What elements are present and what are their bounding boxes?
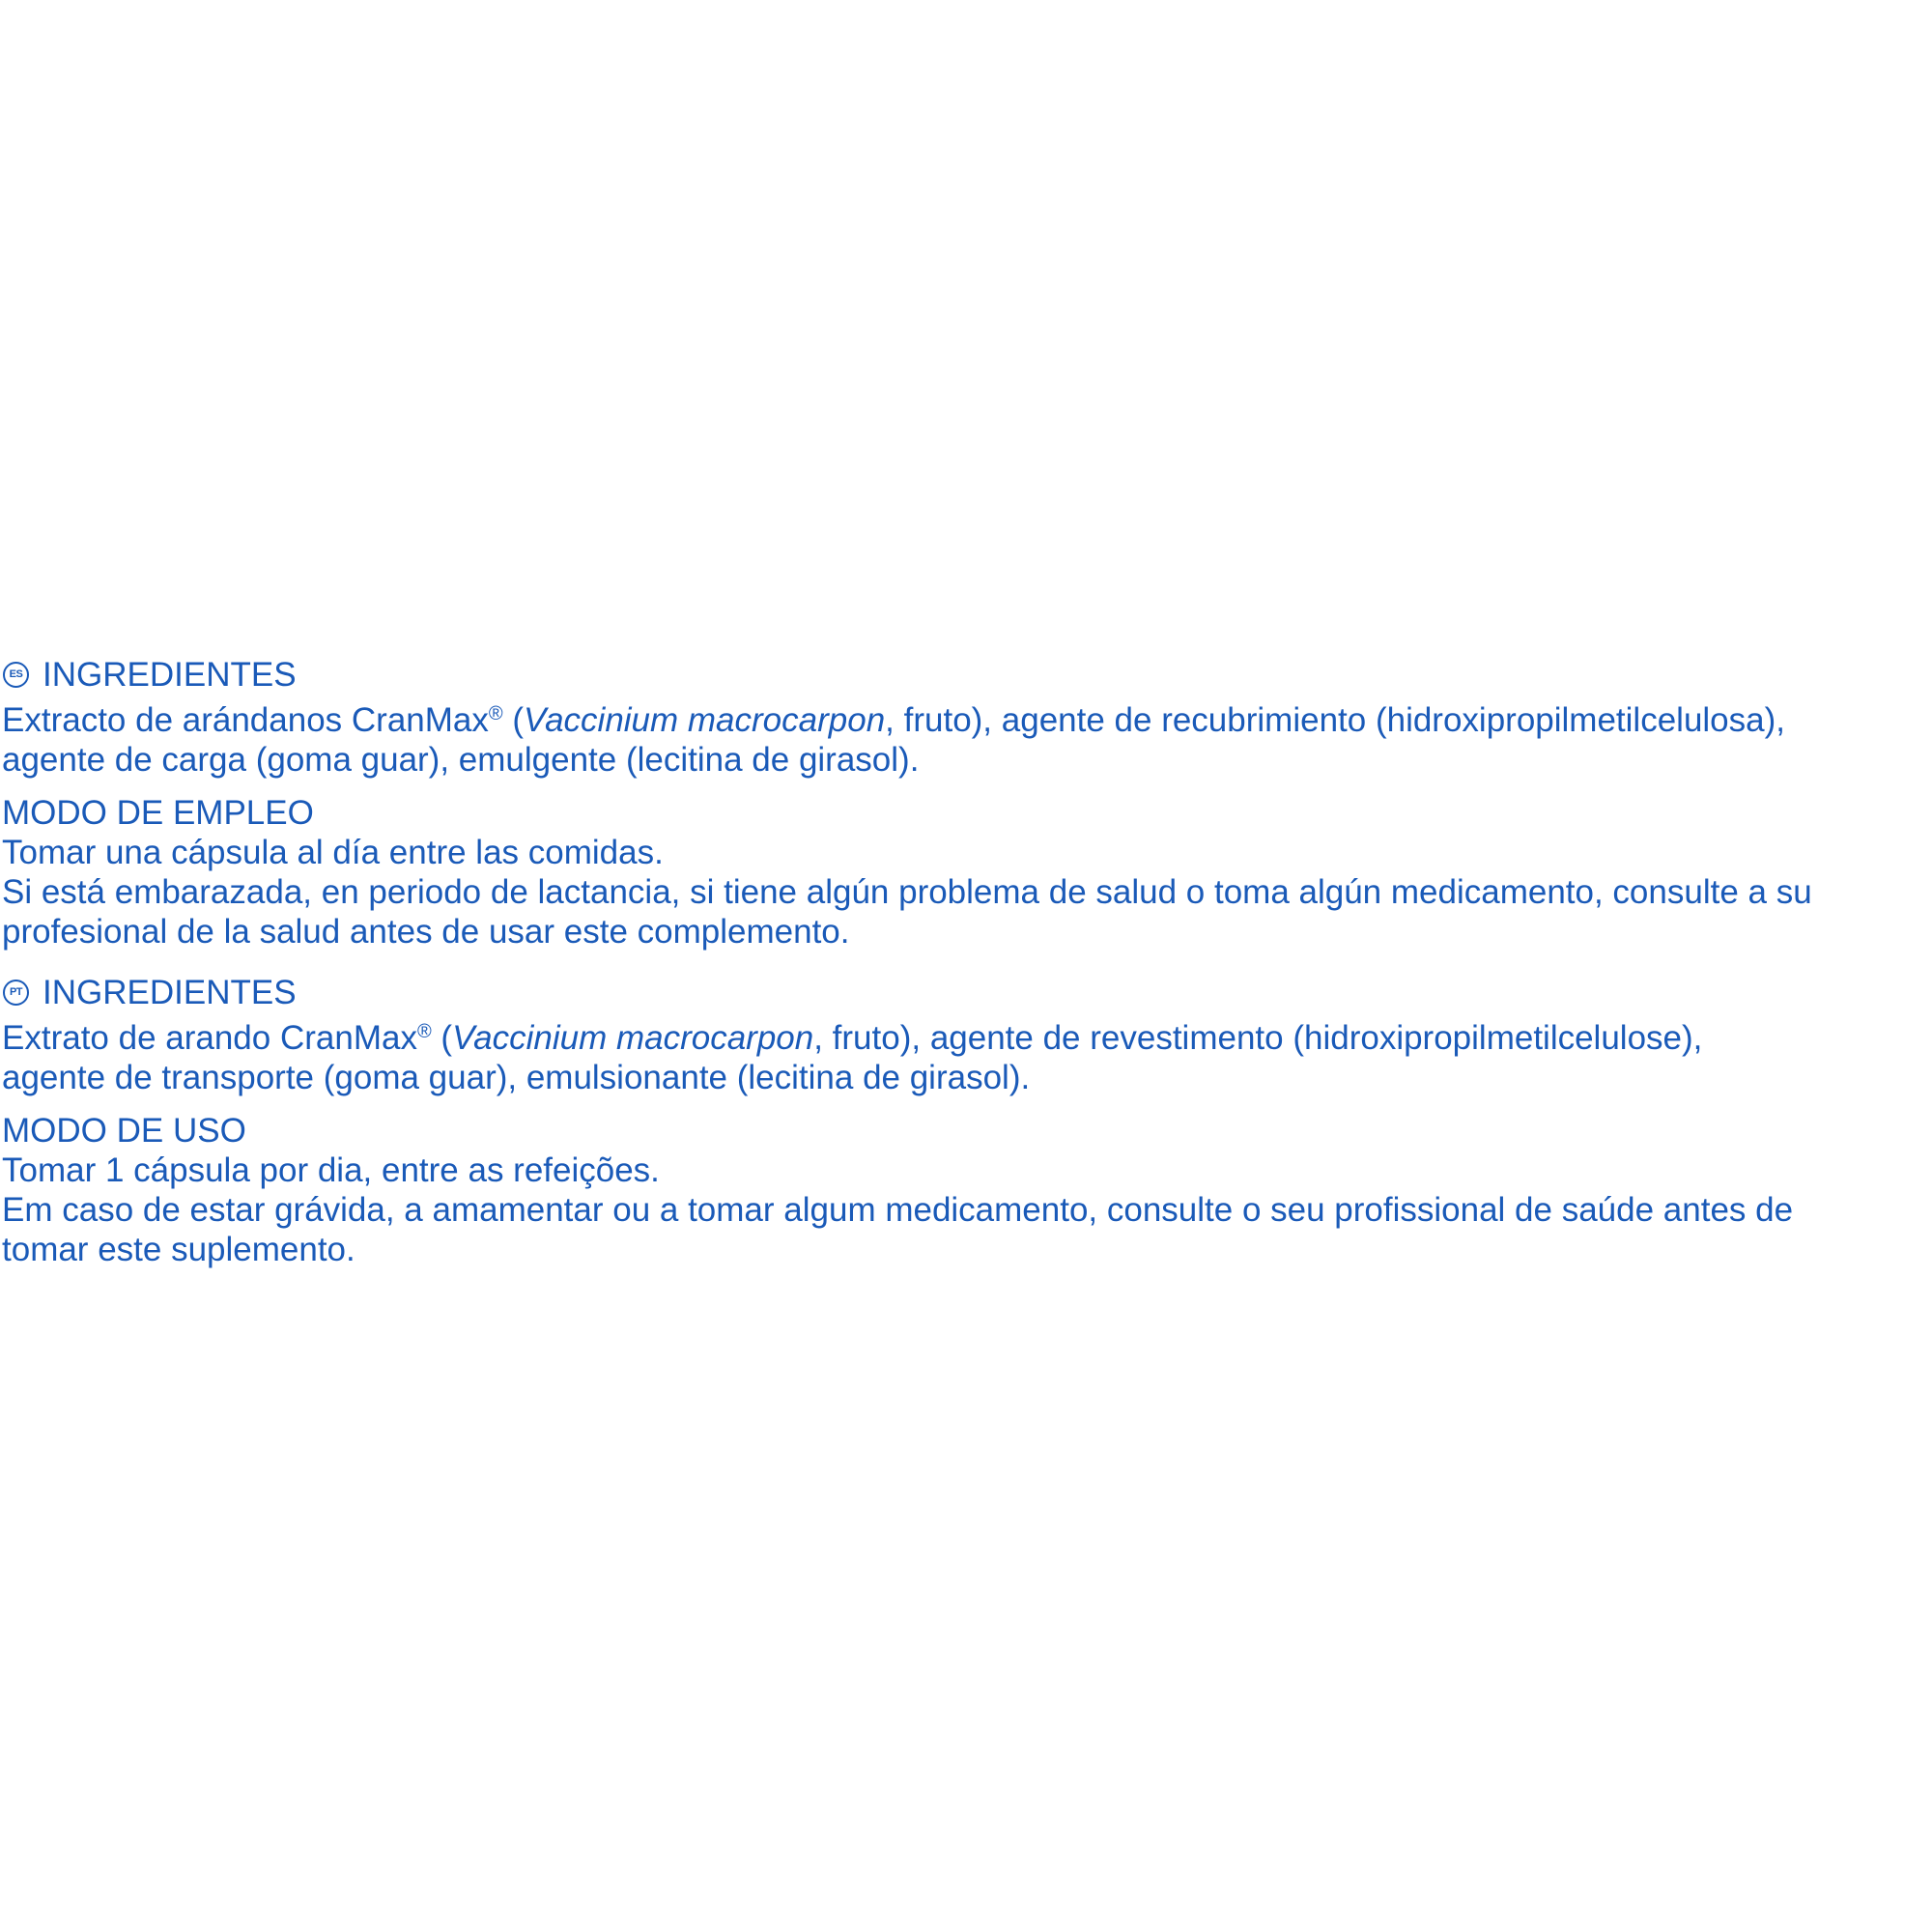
es-ingredients-heading-row [0, 655, 1930, 695]
pt-usage-line-2: Em caso de estar grávida, a amamentar ou a tomar algum medicamento, consulte o seu profissional de saúde antes de [2, 1191, 1794, 1229]
label-text-panel [0, 655, 1930, 1269]
registered-mark: ® [416, 1021, 432, 1042]
es-ingredients-text-end: , fruto), agente de recubrimiento (hidroxipropilmetilcelulosa), [885, 701, 1785, 739]
es-language-badge-icon: ES [3, 662, 29, 688]
pt-ingredients-text-start: Extrato de arando CranMax [2, 1019, 417, 1057]
es-usage-line-3: profesional de la salud antes de usar este complemento. [2, 913, 850, 951]
es-usage-line-2: Si está embarazada, en periodo de lactancia, si tiene algún problema de salud o toma algún medicamento, consulte a su [2, 873, 1812, 911]
pt-language-badge-icon: PT [3, 980, 29, 1006]
pt-latin-name: Vaccinium macrocarpon [452, 1019, 814, 1057]
es-open-paren: ( [502, 701, 525, 739]
portuguese-section [0, 973, 1930, 1269]
pt-ingredients-heading-row [0, 973, 1930, 1012]
es-ingredients-line-1 [0, 695, 1930, 740]
es-ingredients-heading: INGREDIENTES [43, 656, 297, 694]
es-ingredients-line-2: agente de carga (goma guar), emulgente (lecitina de girasol). [2, 741, 920, 779]
registered-mark: ® [488, 703, 503, 724]
pt-ingredients-line-2: agente de transporte (goma guar), emulsionante (lecitina de girasol). [2, 1059, 1031, 1096]
pt-usage-heading: MODO DE USO [2, 1112, 246, 1150]
es-usage-line-1: Tomar una cápsula al día entre las comidas. [2, 834, 664, 871]
pt-ingredients-text-end: , fruto), agente de revestimento (hidroxipropilmetilcelulose), [813, 1019, 1703, 1057]
es-usage-heading: MODO DE EMPLEO [2, 794, 314, 832]
pt-open-paren: ( [431, 1019, 453, 1057]
pt-ingredients-heading: INGREDIENTES [43, 974, 297, 1011]
pt-ingredients-line-1 [0, 1012, 1930, 1058]
pt-usage-line-1: Tomar 1 cápsula por dia, entre as refeições. [2, 1151, 660, 1189]
es-latin-name: Vaccinium macrocarpon [524, 701, 886, 739]
es-ingredients-text-start: Extracto de arándanos CranMax [2, 701, 489, 739]
pt-usage-line-3: tomar este suplemento. [2, 1231, 355, 1268]
spanish-section [0, 655, 1930, 952]
